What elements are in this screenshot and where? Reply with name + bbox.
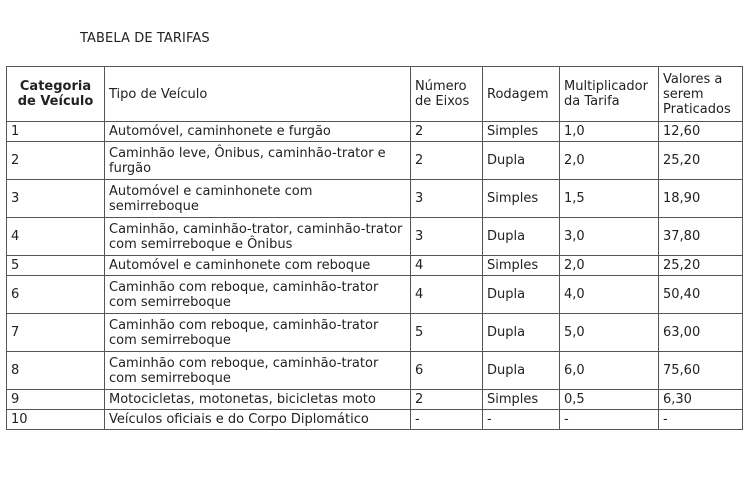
- cell-rodagem: Simples: [483, 180, 560, 218]
- cell-multiplicador: 6,0: [560, 352, 659, 390]
- cell-rodagem: Dupla: [483, 218, 560, 256]
- cell-eixos: 6: [411, 352, 483, 390]
- cell-valor: -: [659, 410, 743, 430]
- cell-rodagem: Simples: [483, 390, 560, 410]
- cell-tipo: Automóvel, caminhonete e furgão: [105, 122, 411, 142]
- cell-eixos: 4: [411, 276, 483, 314]
- cell-categoria: 2: [7, 142, 105, 180]
- cell-categoria: 10: [7, 410, 105, 430]
- tariff-table: [6, 66, 743, 430]
- table-row: [7, 314, 743, 352]
- cell-eixos: 2: [411, 390, 483, 410]
- cell-valor: 75,60: [659, 352, 743, 390]
- table-row: [7, 352, 743, 390]
- cell-eixos: 4: [411, 256, 483, 276]
- header-categoria: Categoria de Veículo: [7, 67, 105, 122]
- table-row: [7, 180, 743, 218]
- cell-categoria: 8: [7, 352, 105, 390]
- cell-multiplicador: -: [560, 410, 659, 430]
- table-row: [7, 410, 743, 430]
- cell-categoria: 4: [7, 218, 105, 256]
- cell-multiplicador: 2,0: [560, 142, 659, 180]
- cell-eixos: -: [411, 410, 483, 430]
- header-multiplicador: Multiplicador da Tarifa: [560, 67, 659, 122]
- cell-tipo: Motocicletas, motonetas, bicicletas moto: [105, 390, 411, 410]
- cell-rodagem: -: [483, 410, 560, 430]
- cell-multiplicador: 0,5: [560, 390, 659, 410]
- cell-multiplicador: 3,0: [560, 218, 659, 256]
- cell-tipo: Caminhão com reboque, caminhão-trator com semirreboque: [105, 314, 411, 352]
- table-row: [7, 390, 743, 410]
- cell-multiplicador: 1,5: [560, 180, 659, 218]
- cell-rodagem: Dupla: [483, 276, 560, 314]
- table-row: [7, 142, 743, 180]
- table-row: [7, 122, 743, 142]
- cell-eixos: 3: [411, 180, 483, 218]
- cell-tipo: Caminhão com reboque, caminhão-trator com semirreboque: [105, 352, 411, 390]
- cell-rodagem: Simples: [483, 256, 560, 276]
- cell-categoria: 7: [7, 314, 105, 352]
- cell-valor: 6,30: [659, 390, 743, 410]
- cell-valor: 63,00: [659, 314, 743, 352]
- cell-multiplicador: 2,0: [560, 256, 659, 276]
- cell-multiplicador: 4,0: [560, 276, 659, 314]
- cell-eixos: 2: [411, 122, 483, 142]
- cell-categoria: 9: [7, 390, 105, 410]
- cell-valor: 12,60: [659, 122, 743, 142]
- cell-valor: 25,20: [659, 142, 743, 180]
- cell-tipo: Caminhão, caminhão-trator, caminhão-trator com semirreboque e Ônibus: [105, 218, 411, 256]
- cell-tipo: Caminhão com reboque, caminhão-trator com semirreboque: [105, 276, 411, 314]
- table-row: [7, 276, 743, 314]
- cell-multiplicador: 1,0: [560, 122, 659, 142]
- cell-valor: 18,90: [659, 180, 743, 218]
- cell-categoria: 5: [7, 256, 105, 276]
- cell-valor: 25,20: [659, 256, 743, 276]
- cell-rodagem: Dupla: [483, 142, 560, 180]
- header-rodagem: Rodagem: [483, 67, 560, 122]
- cell-valor: 37,80: [659, 218, 743, 256]
- header-valores: Valores a serem Praticados: [659, 67, 743, 122]
- table-row: [7, 256, 743, 276]
- cell-categoria: 6: [7, 276, 105, 314]
- cell-tipo: Veículos oficiais e do Corpo Diplomático: [105, 410, 411, 430]
- cell-multiplicador: 5,0: [560, 314, 659, 352]
- cell-tipo: Automóvel e caminhonete com semirreboque: [105, 180, 411, 218]
- table-header-row: [7, 67, 743, 122]
- cell-rodagem: Dupla: [483, 314, 560, 352]
- cell-eixos: 2: [411, 142, 483, 180]
- cell-valor: 50,40: [659, 276, 743, 314]
- header-tipo: Tipo de Veículo: [105, 67, 411, 122]
- cell-eixos: 5: [411, 314, 483, 352]
- cell-eixos: 3: [411, 218, 483, 256]
- header-eixos: Número de Eixos: [411, 67, 483, 122]
- cell-tipo: Caminhão leve, Ônibus, caminhão-trator e furgão: [105, 142, 411, 180]
- cell-categoria: 3: [7, 180, 105, 218]
- cell-categoria: 1: [7, 122, 105, 142]
- cell-tipo: Automóvel e caminhonete com reboque: [105, 256, 411, 276]
- table-row: [7, 218, 743, 256]
- cell-rodagem: Dupla: [483, 352, 560, 390]
- page-title: TABELA DE TARIFAS: [80, 31, 210, 46]
- cell-rodagem: Simples: [483, 122, 560, 142]
